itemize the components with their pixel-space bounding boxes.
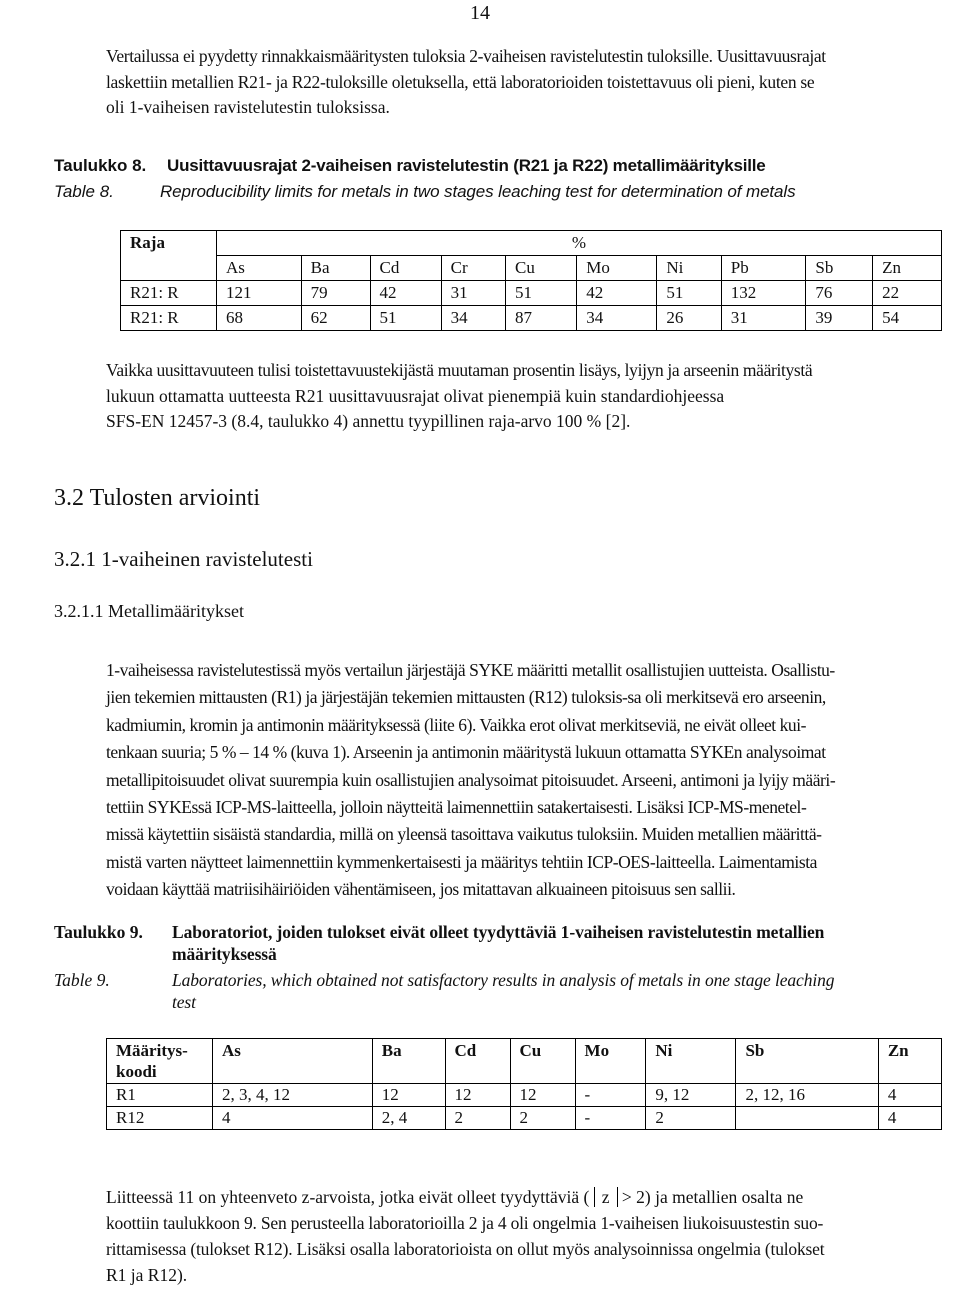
cell: 12 — [445, 1084, 510, 1107]
cell: 12 — [372, 1084, 445, 1107]
paragraph-line: R1 ja R12). — [106, 1265, 188, 1285]
intro-line: Vertailussa ei pyydetty rinnakkaismääritysten tuloksia 2-vaiheisen ravistelutestin tuloksille. Uusittavuusrajat — [106, 46, 826, 66]
after-table8-paragraph — [106, 358, 956, 435]
cell: 4 — [213, 1107, 373, 1130]
table-row — [121, 256, 942, 281]
cell: 4 — [878, 1084, 941, 1107]
cell: 2 — [445, 1107, 510, 1130]
header-element: As — [213, 1039, 373, 1084]
paragraph-line: voidaan käyttää matriisihäiriöiden vähentämiseen, jos mitattavan alkuaineen pitoisuus sen sallii. — [106, 879, 736, 900]
row-label: R1 — [107, 1084, 213, 1107]
header-element: Ba — [301, 256, 370, 281]
paragraph-line: metallipitoisuudet olivat suurempia kuin osallistujien analysoimat pitoisuudet. Arseeni, antimoni ja lyijy määri- — [106, 769, 836, 790]
table-row — [107, 1084, 942, 1107]
cell: 9, 12 — [646, 1084, 736, 1107]
cell: 12 — [510, 1084, 575, 1107]
table-row — [121, 231, 942, 256]
cell: 79 — [301, 281, 370, 306]
paragraph-line: tenkaan suuria; 5 % – 14 % (kuva 1). Arseenin ja antimonin määritystä lukuun ottamatta SYKEn analysoimat — [106, 742, 826, 763]
paragraph-line: missä käytettiin sisäistä standardia, millä on yleensä tasoittava vaikutus tuloksiin. Muiden metallien määrittä- — [106, 824, 822, 845]
table9-title-fi-line: määrityksessä — [172, 944, 277, 964]
paragraph-line: rittamisessa (tulokset R12). Lisäksi osalla laboratorioista on ollut myös analysoinnissa ongelmia (tulokset — [106, 1239, 825, 1259]
table9-label-fi: Taulukko 9. — [54, 922, 143, 942]
table9-title-en-line: test — [172, 992, 196, 1012]
table-9 — [106, 1038, 942, 1130]
table9-title-en — [172, 970, 834, 1013]
row-label: R12 — [107, 1107, 213, 1130]
table8-label-fi: Taulukko 8. — [54, 156, 147, 175]
table-8 — [120, 230, 942, 331]
table-row — [121, 281, 942, 306]
header-element: Cr — [441, 256, 505, 281]
paragraph-line — [106, 1184, 956, 1210]
cell: 2 — [510, 1107, 575, 1130]
header-element: Cu — [506, 256, 577, 281]
table8-title-en: Reproducibility limits for metals in two stages leaching test for determination of metals — [160, 182, 796, 201]
paragraph-line: koottiin taulukkoon 9. Sen perusteella laboratorioilla 2 ja 4 oli ongelmia 1-vaiheisen liukoisuustestin suo- — [106, 1213, 824, 1233]
table8-caption-fi — [54, 156, 146, 176]
cell: - — [575, 1107, 646, 1130]
header-element: Mo — [577, 256, 657, 281]
header-element: As — [217, 256, 302, 281]
header-element: Ba — [372, 1039, 445, 1084]
header-element: Ni — [657, 256, 721, 281]
cell: 4 — [878, 1107, 941, 1130]
cell: 2 — [646, 1107, 736, 1130]
cell: 76 — [806, 281, 873, 306]
header-code-line: koodi — [116, 1062, 157, 1081]
intro-paragraph — [106, 44, 960, 121]
cell: 2, 3, 4, 12 — [213, 1084, 373, 1107]
header-element: Sb — [806, 256, 873, 281]
paragraph-line: jien tekemien mittausten (R1) ja järjestäjän tekemien mittausten (R12) tuloksis-sa oli merkitsevä ero arseenin, — [106, 687, 826, 708]
z-abs-value: z — [594, 1187, 618, 1207]
header-element: Cd — [370, 256, 441, 281]
section-heading-3-2-1: 3.2.1 1-vaiheinen ravistelutesti — [54, 547, 313, 571]
cell: 132 — [721, 281, 806, 306]
cell: 68 — [217, 306, 302, 331]
cell: 34 — [441, 306, 505, 331]
paragraph-line: 1-vaiheisessa ravistelutestissä myös vertailun järjestäjä SYKE määritti metallit osallistujien uutteista. Osallistu- — [106, 660, 835, 680]
cell: 31 — [441, 281, 505, 306]
paragraph-line: tettiin SYKEssä ICP-MS-laitteella, jolloin näytteitä laimennettiin satakertaisesti. Lisäksi ICP-MS-menetel- — [106, 797, 807, 818]
cell: 2, 12, 16 — [736, 1084, 878, 1107]
header-code — [107, 1039, 213, 1084]
table9-label-en: Table 9. — [54, 970, 110, 990]
cell — [736, 1107, 878, 1130]
section-heading-3-2: 3.2 Tulosten arviointi — [54, 485, 261, 511]
cell: 51 — [657, 281, 721, 306]
header-percent: % — [217, 231, 942, 256]
final-line1-start: Liitteessä 11 on yhteenveto z-arvoista, jotka eivät olleet tyydyttäviä ( — [106, 1187, 590, 1207]
cell: 2, 4 — [372, 1107, 445, 1130]
cell: 34 — [577, 306, 657, 331]
cell: 42 — [370, 281, 441, 306]
cell: 51 — [506, 281, 577, 306]
cell: 51 — [370, 306, 441, 331]
paragraph-line: mistä varten näytteet laimennettiin kymmenkertaisesti ja määritys tehtiin ICP-OES-laitteella. Laimentamista — [106, 851, 817, 872]
header-element: Zn — [873, 256, 942, 281]
cell: - — [575, 1084, 646, 1107]
table9-title-fi-line: Laboratoriot, joiden tulokset eivät olleet tyydyttäviä 1-vaiheisen ravistelutestin metallien — [172, 922, 825, 942]
header-blank — [121, 256, 217, 281]
page-number: 14 — [470, 2, 490, 24]
cell: 54 — [873, 306, 942, 331]
table8-label-en: Table 8. — [54, 182, 114, 201]
final-paragraph — [106, 1184, 956, 1288]
final-line1-end: > 2) ja metallien osalta ne — [621, 1187, 804, 1207]
header-raja: Raja — [121, 231, 217, 256]
header-element: Sb — [736, 1039, 878, 1084]
cell: 87 — [506, 306, 577, 331]
table-row — [107, 1107, 942, 1130]
cell: 39 — [806, 306, 873, 331]
table9-title-en-line: Laboratories, which obtained not satisfactory results in analysis of metals in one stage leaching — [172, 970, 835, 990]
cell: 26 — [657, 306, 721, 331]
intro-line: laskettiin metallien R21- ja R22-tuloksille oletuksella, että laboratorioiden toistettavuus oli pieni, kuten se — [106, 71, 815, 92]
cell: 42 — [577, 281, 657, 306]
paragraph-line: SFS-EN 12457-3 (8.4, taulukko 4) annettu tyypillinen raja-arvo 100 % [2]. — [106, 411, 631, 431]
table-row — [121, 306, 942, 331]
paragraph-line: lukuun ottamatta uutteesta R21 uusittavuusrajat olivat pienempiä kuin standardiohjeessa — [106, 385, 725, 406]
cell: 31 — [721, 306, 806, 331]
paragraph-line: Vaikka uusittavuuteen tulisi toistettavuustekijästä muutaman prosentin lisäys, lyijyn ja arseenin määritystä — [106, 360, 813, 380]
cell: 22 — [873, 281, 942, 306]
header-element: Zn — [878, 1039, 941, 1084]
header-element: Cd — [445, 1039, 510, 1084]
header-element: Mo — [575, 1039, 646, 1084]
header-element: Pb — [721, 256, 806, 281]
cell: 62 — [301, 306, 370, 331]
header-element: Cu — [510, 1039, 575, 1084]
table9-title-fi — [172, 922, 824, 965]
intro-line: oli 1-vaiheisen ravistelutestin tuloksissa. — [106, 97, 390, 117]
row-label: R21: R — [121, 281, 217, 306]
row-label: R21: R — [121, 306, 217, 331]
section-heading-3-2-1-1: 3.2.1.1 Metallimääritykset — [54, 601, 244, 621]
table-row — [107, 1039, 942, 1084]
paragraph-line: kadmiumin, kromin ja antimonin määrityksessä (liite 6). Vaikka erot olivat merkitseviä, ne eivät olleet kui- — [106, 714, 806, 735]
header-element: Ni — [646, 1039, 736, 1084]
body-paragraph — [106, 657, 958, 904]
table8-title-fi: Uusittavuusrajat 2-vaiheisen ravistelutestin (R21 ja R22) metallimäärityksille — [167, 156, 766, 175]
header-code-line: Määritys- — [116, 1041, 188, 1060]
cell: 121 — [217, 281, 302, 306]
